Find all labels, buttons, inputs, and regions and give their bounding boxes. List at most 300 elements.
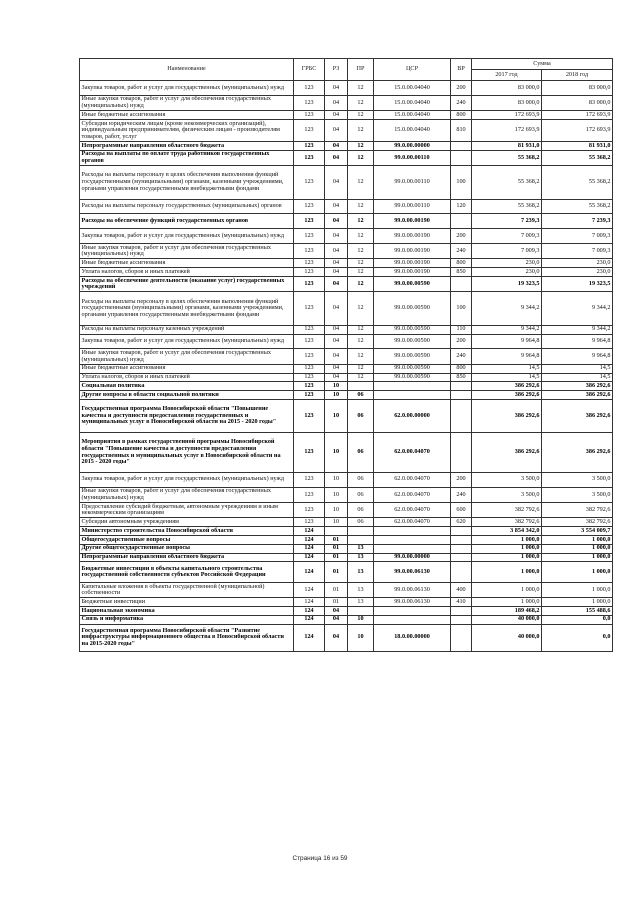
- row-name: Уплата налогов, сборов и иных платежей: [80, 373, 294, 382]
- row-sum-2017: 9 344,2: [472, 325, 542, 334]
- row-rz: 10: [325, 399, 348, 433]
- row-name: Расходы на выплаты персоналу казенных учреждений: [80, 325, 294, 334]
- row-sum-2018: 155 488,6: [542, 607, 613, 616]
- row-pr: 12: [348, 95, 374, 110]
- row-vr: [451, 535, 472, 544]
- row-pr: 06: [348, 503, 374, 518]
- row-vr: [451, 615, 472, 624]
- row-vr: [451, 391, 472, 400]
- row-name: Иные закупки товаров, работ и услуг для обеспечения государственных (муниципальных) нужд: [80, 349, 294, 364]
- row-name: Другие общегосударственные вопросы: [80, 544, 294, 553]
- row-name: Иные закупки товаров, работ и услуг для обеспечения государственных (муниципальных) нужд: [80, 95, 294, 110]
- table-row: [80, 553, 613, 562]
- row-rz: 01: [325, 562, 348, 583]
- row-rz: 04: [325, 292, 348, 326]
- row-vr: [451, 553, 472, 562]
- row-rz: 04: [325, 141, 348, 150]
- row-rz: 01: [325, 544, 348, 553]
- row-sum-2017: 14,5: [472, 364, 542, 373]
- row-sum-2017: 230,0: [472, 268, 542, 277]
- row-pr: [348, 527, 374, 536]
- row-pr: 12: [348, 166, 374, 200]
- row-sum-2018: 1 000,0: [542, 582, 613, 597]
- row-csr: [374, 544, 451, 553]
- row-sum-2017: 83 000,0: [472, 95, 542, 110]
- row-vr: [451, 544, 472, 553]
- row-vr: 600: [451, 503, 472, 518]
- row-sum-2018: 9 964,8: [542, 349, 613, 364]
- row-rz: 04: [325, 364, 348, 373]
- row-rz: 10: [325, 391, 348, 400]
- row-name: Национальная экономика: [80, 607, 294, 616]
- row-csr: 62.0.00.00000: [374, 399, 451, 433]
- table-row: [80, 276, 613, 291]
- row-csr: 99.0.00.00000: [374, 141, 451, 150]
- row-csr: 99.0.00.00190: [374, 243, 451, 258]
- budget-page: [79, 58, 612, 652]
- row-pr: 13: [348, 553, 374, 562]
- row-csr: 62.0.00.04070: [374, 503, 451, 518]
- row-csr: [374, 615, 451, 624]
- row-sum-2017: 1 000,0: [472, 535, 542, 544]
- row-pr: 10: [348, 624, 374, 651]
- row-rz: 10: [325, 487, 348, 502]
- table-row: [80, 503, 613, 518]
- row-grbs: 124: [294, 562, 325, 583]
- row-sum-2017: 7 009,3: [472, 243, 542, 258]
- row-name: Расходы на выплаты персоналу в целях обеспечения выполнения функций государственными (муниципальными) органами, казенными учреждениями, органами управления государственными внебюджетными фондами: [80, 166, 294, 200]
- row-sum-2017: 1 000,0: [472, 598, 542, 607]
- row-sum-2017: 386 292,6: [472, 391, 542, 400]
- table-row: [80, 325, 613, 334]
- row-grbs: 123: [294, 111, 325, 120]
- row-csr: 62.0.00.04070: [374, 472, 451, 487]
- row-rz: 04: [325, 615, 348, 624]
- row-name: Закупка товаров, работ и услуг для государственных (муниципальных) нужд: [80, 334, 294, 349]
- row-csr: 62.0.00.04070: [374, 487, 451, 502]
- row-grbs: 124: [294, 598, 325, 607]
- table-row: [80, 391, 613, 400]
- row-sum-2018: 83 000,0: [542, 81, 613, 96]
- row-rz: 04: [325, 95, 348, 110]
- row-grbs: 123: [294, 518, 325, 527]
- row-sum-2018: 3 554 009,7: [542, 527, 613, 536]
- row-rz: 10: [325, 433, 348, 473]
- budget-table: [79, 58, 613, 652]
- row-name: Расходы на выплаты по оплате труда работников государственных органов: [80, 150, 294, 165]
- row-csr: 99.0.00.00590: [374, 325, 451, 334]
- row-rz: 10: [325, 472, 348, 487]
- row-vr: 240: [451, 243, 472, 258]
- row-grbs: 124: [294, 607, 325, 616]
- row-pr: 06: [348, 433, 374, 473]
- row-name: Закупка товаров, работ и услуг для государственных (муниципальных) нужд: [80, 472, 294, 487]
- row-vr: [451, 624, 472, 651]
- table-row: [80, 535, 613, 544]
- row-name: Уплата налогов, сборов и иных платежей: [80, 268, 294, 277]
- row-sum-2018: 14,5: [542, 373, 613, 382]
- row-name: Закупка товаров, работ и услуг для государственных (муниципальных) нужд: [80, 229, 294, 244]
- row-name: Расходы на выплаты персоналу государственных (муниципальных) органов: [80, 199, 294, 214]
- row-grbs: 124: [294, 615, 325, 624]
- row-vr: 200: [451, 334, 472, 349]
- row-csr: 18.0.00.00000: [374, 624, 451, 651]
- table-row: [80, 598, 613, 607]
- table-row: [80, 166, 613, 200]
- row-grbs: 123: [294, 81, 325, 96]
- row-vr: 410: [451, 598, 472, 607]
- row-sum-2018: 172 693,9: [542, 111, 613, 120]
- row-sum-2017: 7 239,3: [472, 214, 542, 229]
- row-csr: 99.0.00.00190: [374, 214, 451, 229]
- row-csr: 99.0.00.00590: [374, 292, 451, 326]
- row-grbs: 123: [294, 487, 325, 502]
- row-grbs: 124: [294, 553, 325, 562]
- row-pr: 12: [348, 150, 374, 165]
- table-row: [80, 615, 613, 624]
- row-name: Субсидии автономным учреждениям: [80, 518, 294, 527]
- row-csr: 99.0.00.00000: [374, 553, 451, 562]
- row-rz: 10: [325, 503, 348, 518]
- table-row: [80, 111, 613, 120]
- row-name: Общегосударственные вопросы: [80, 535, 294, 544]
- row-grbs: 123: [294, 141, 325, 150]
- row-csr: 99.0.00.06130: [374, 598, 451, 607]
- row-sum-2017: 40 000,0: [472, 624, 542, 651]
- table-row: [80, 141, 613, 150]
- row-vr: 100: [451, 292, 472, 326]
- row-grbs: 123: [294, 503, 325, 518]
- row-name: Министерство строительства Новосибирской области: [80, 527, 294, 536]
- row-sum-2017: 7 009,3: [472, 229, 542, 244]
- row-vr: 200: [451, 81, 472, 96]
- row-grbs: 123: [294, 229, 325, 244]
- row-pr: 12: [348, 373, 374, 382]
- row-grbs: 124: [294, 624, 325, 651]
- row-pr: 06: [348, 391, 374, 400]
- row-pr: 06: [348, 399, 374, 433]
- row-csr: 15.0.00.04040: [374, 81, 451, 96]
- row-csr: 99.0.00.00110: [374, 150, 451, 165]
- header-sum: Сумма: [472, 59, 613, 70]
- row-name: Расходы на выплаты персоналу в целях обеспечения выполнения функций государственными (муниципальными) органами, казенными учреждениями, органами управления государственными внебюджетными фондами: [80, 292, 294, 326]
- table-row: [80, 95, 613, 110]
- row-grbs: 124: [294, 544, 325, 553]
- row-vr: 810: [451, 119, 472, 141]
- table-row: [80, 349, 613, 364]
- row-sum-2018: 14,5: [542, 364, 613, 373]
- row-sum-2017: 1 000,0: [472, 582, 542, 597]
- row-grbs: 123: [294, 399, 325, 433]
- row-sum-2017: 19 323,5: [472, 276, 542, 291]
- row-sum-2018: 382 792,6: [542, 518, 613, 527]
- row-grbs: 123: [294, 391, 325, 400]
- row-vr: 200: [451, 472, 472, 487]
- row-sum-2018: 3 500,0: [542, 472, 613, 487]
- row-grbs: 123: [294, 364, 325, 373]
- row-sum-2018: 0,0: [542, 615, 613, 624]
- row-rz: 01: [325, 582, 348, 597]
- header-rz: РЗ: [325, 59, 348, 81]
- row-name: Мероприятия в рамках государственной программы Новосибирской области "Повышение качества и доступности предоставления государственных и муниципальных услуг в Новосибирской области на 2015 - 2020 годы": [80, 433, 294, 473]
- row-sum-2017: 1 000,0: [472, 544, 542, 553]
- row-sum-2018: 1 000,0: [542, 535, 613, 544]
- row-pr: 13: [348, 544, 374, 553]
- row-name: Иные закупки товаров, работ и услуг для обеспечения государственных (муниципальных) нужд: [80, 243, 294, 258]
- row-rz: 04: [325, 325, 348, 334]
- row-pr: 10: [348, 615, 374, 624]
- table-row: [80, 259, 613, 268]
- row-sum-2017: 382 792,6: [472, 518, 542, 527]
- row-name: Иные закупки товаров, работ и услуг для обеспечения государственных (муниципальных) нужд: [80, 487, 294, 502]
- row-name: Иные бюджетные ассигнования: [80, 259, 294, 268]
- row-csr: 99.0.00.00590: [374, 276, 451, 291]
- table-row: [80, 527, 613, 536]
- row-sum-2018: 0,0: [542, 624, 613, 651]
- row-sum-2018: 9 344,2: [542, 325, 613, 334]
- row-pr: 12: [348, 141, 374, 150]
- row-rz: 04: [325, 81, 348, 96]
- row-grbs: 123: [294, 349, 325, 364]
- row-grbs: 123: [294, 243, 325, 258]
- row-pr: [348, 607, 374, 616]
- row-rz: 04: [325, 166, 348, 200]
- row-vr: 240: [451, 95, 472, 110]
- table-row: [80, 119, 613, 141]
- row-csr: [374, 527, 451, 536]
- row-grbs: 123: [294, 433, 325, 473]
- row-csr: 15.0.00.04040: [374, 95, 451, 110]
- row-name: Связь и информатика: [80, 615, 294, 624]
- row-sum-2017: 172 693,9: [472, 119, 542, 141]
- row-sum-2018: 1 000,0: [542, 598, 613, 607]
- row-sum-2017: 230,0: [472, 259, 542, 268]
- row-sum-2017: 386 292,6: [472, 433, 542, 473]
- row-sum-2018: 7 009,3: [542, 243, 613, 258]
- row-rz: 04: [325, 214, 348, 229]
- row-sum-2018: 386 292,6: [542, 382, 613, 391]
- row-rz: 04: [325, 268, 348, 277]
- row-csr: 99.0.00.06130: [374, 582, 451, 597]
- row-rz: 01: [325, 535, 348, 544]
- row-name: Бюджетные инвестиции в объекты капитального строительства государственной собственности субъектов Российской Федерации: [80, 562, 294, 583]
- row-grbs: 123: [294, 214, 325, 229]
- header-grbs: ГРБС: [294, 59, 325, 81]
- row-grbs: 123: [294, 95, 325, 110]
- budget-table-body: [80, 81, 613, 652]
- row-rz: 04: [325, 334, 348, 349]
- header-year-2018: 2018 год: [542, 70, 613, 81]
- row-vr: [451, 607, 472, 616]
- table-row: [80, 472, 613, 487]
- row-csr: 99.0.00.00110: [374, 166, 451, 200]
- row-grbs: 124: [294, 582, 325, 597]
- row-sum-2017: 14,5: [472, 373, 542, 382]
- table-row: [80, 334, 613, 349]
- row-name: Бюджетные инвестиции: [80, 598, 294, 607]
- row-sum-2017: 81 931,0: [472, 141, 542, 150]
- row-name: Расходы на обеспечение деятельности (оказание услуг) государственных учреждений: [80, 276, 294, 291]
- row-name: Расходы на обеспечение функций государственных органов: [80, 214, 294, 229]
- row-sum-2017: 9 964,8: [472, 334, 542, 349]
- row-name: Непрограммные направления областного бюджета: [80, 553, 294, 562]
- row-vr: [451, 150, 472, 165]
- row-name: Государственная программа Новосибирской области "Повышение качества и доступности предоставления государственных и муниципальных услуг в Новосибирской области на 2015 - 2020 годы": [80, 399, 294, 433]
- row-sum-2018: 230,0: [542, 268, 613, 277]
- row-sum-2017: 3 500,0: [472, 472, 542, 487]
- table-row: [80, 150, 613, 165]
- table-row: [80, 214, 613, 229]
- row-pr: 12: [348, 229, 374, 244]
- row-sum-2018: 55 368,2: [542, 166, 613, 200]
- row-name: Субсидии юридическим лицам (кроме некоммерческих организаций), индивидуальным предпринимателям, физическим лицам - производителям товаров, работ, услуг: [80, 119, 294, 141]
- row-name: Предоставление субсидий бюджетным, автономным учреждениям и иным некоммерческим организациям: [80, 503, 294, 518]
- row-vr: 800: [451, 111, 472, 120]
- row-vr: [451, 433, 472, 473]
- row-grbs: 123: [294, 119, 325, 141]
- table-row: [80, 487, 613, 502]
- row-sum-2017: 1 000,0: [472, 562, 542, 583]
- row-rz: 10: [325, 518, 348, 527]
- row-vr: 100: [451, 166, 472, 200]
- row-sum-2018: 3 500,0: [542, 487, 613, 502]
- row-vr: [451, 527, 472, 536]
- row-grbs: 124: [294, 527, 325, 536]
- row-sum-2017: 40 000,0: [472, 615, 542, 624]
- row-vr: 110: [451, 325, 472, 334]
- row-sum-2018: 55 368,2: [542, 199, 613, 214]
- row-sum-2017: 3 854 342,0: [472, 527, 542, 536]
- row-sum-2018: 9 344,2: [542, 292, 613, 326]
- row-vr: 400: [451, 582, 472, 597]
- row-sum-2017: 55 368,2: [472, 166, 542, 200]
- table-row: [80, 582, 613, 597]
- row-pr: 06: [348, 518, 374, 527]
- row-rz: 04: [325, 373, 348, 382]
- row-name: Непрограммные направления областного бюджета: [80, 141, 294, 150]
- row-csr: [374, 535, 451, 544]
- row-name: Государственная программа Новосибирской области "Развитие инфраструктуры информационного общества в Новосибирской области на 2015-2020 годы": [80, 624, 294, 651]
- row-csr: 99.0.00.00590: [374, 373, 451, 382]
- row-pr: 12: [348, 325, 374, 334]
- row-sum-2017: 3 500,0: [472, 487, 542, 502]
- row-rz: 04: [325, 111, 348, 120]
- header-year-2017: 2017 год: [472, 70, 542, 81]
- row-sum-2018: 386 292,6: [542, 391, 613, 400]
- header-csr: ЦСР: [374, 59, 451, 81]
- page-number: Страница 16 из 59: [292, 855, 348, 862]
- row-pr: 12: [348, 199, 374, 214]
- row-sum-2017: 172 693,9: [472, 111, 542, 120]
- row-pr: 06: [348, 487, 374, 502]
- table-row: [80, 81, 613, 96]
- row-rz: 04: [325, 607, 348, 616]
- row-sum-2017: 9 344,2: [472, 292, 542, 326]
- row-name: Иные бюджетные ассигнования: [80, 111, 294, 120]
- header-pr: ПР: [348, 59, 374, 81]
- header-vr: ВР: [451, 59, 472, 81]
- row-rz: 04: [325, 199, 348, 214]
- row-sum-2017: 189 468,2: [472, 607, 542, 616]
- row-vr: 850: [451, 268, 472, 277]
- row-name: Иные бюджетные ассигнования: [80, 364, 294, 373]
- row-sum-2017: 83 000,0: [472, 81, 542, 96]
- row-sum-2018: 386 292,6: [542, 399, 613, 433]
- row-name: Закупка товаров, работ и услуг для государственных (муниципальных) нужд: [80, 81, 294, 96]
- row-grbs: 123: [294, 373, 325, 382]
- table-row: [80, 268, 613, 277]
- table-row: [80, 562, 613, 583]
- row-vr: [451, 214, 472, 229]
- row-pr: 06: [348, 472, 374, 487]
- row-grbs: 123: [294, 150, 325, 165]
- row-rz: 04: [325, 276, 348, 291]
- row-pr: [348, 535, 374, 544]
- row-csr: 99.0.00.06130: [374, 562, 451, 583]
- row-vr: [451, 562, 472, 583]
- row-pr: 12: [348, 119, 374, 141]
- row-sum-2018: 386 292,6: [542, 433, 613, 473]
- row-rz: 01: [325, 598, 348, 607]
- table-row: [80, 199, 613, 214]
- row-pr: 12: [348, 81, 374, 96]
- row-vr: [451, 382, 472, 391]
- row-pr: 12: [348, 111, 374, 120]
- row-csr: 99.0.00.00590: [374, 334, 451, 349]
- table-row: [80, 433, 613, 473]
- row-rz: 04: [325, 349, 348, 364]
- table-row: [80, 607, 613, 616]
- row-grbs: 123: [294, 166, 325, 200]
- row-vr: 240: [451, 349, 472, 364]
- row-csr: [374, 391, 451, 400]
- row-name: Социальная политика: [80, 382, 294, 391]
- row-sum-2018: 382 792,6: [542, 503, 613, 518]
- row-pr: 12: [348, 292, 374, 326]
- row-pr: 12: [348, 334, 374, 349]
- row-grbs: 124: [294, 535, 325, 544]
- table-row: [80, 382, 613, 391]
- row-grbs: 123: [294, 334, 325, 349]
- row-csr: 62.0.00.04070: [374, 433, 451, 473]
- row-sum-2018: 1 000,0: [542, 544, 613, 553]
- row-sum-2017: 386 292,6: [472, 382, 542, 391]
- header-name: Наименование: [80, 59, 294, 81]
- row-rz: 10: [325, 382, 348, 391]
- row-csr: 99.0.00.00590: [374, 364, 451, 373]
- row-rz: 04: [325, 150, 348, 165]
- row-csr: 99.0.00.00110: [374, 199, 451, 214]
- table-row: [80, 399, 613, 433]
- table-row: [80, 364, 613, 373]
- row-name: Другие вопросы в области социальной политики: [80, 391, 294, 400]
- row-sum-2018: 55 368,2: [542, 150, 613, 165]
- row-sum-2017: 386 292,6: [472, 399, 542, 433]
- row-pr: 13: [348, 598, 374, 607]
- row-sum-2018: 19 323,5: [542, 276, 613, 291]
- row-csr: [374, 382, 451, 391]
- row-pr: 12: [348, 243, 374, 258]
- row-sum-2017: 382 792,6: [472, 503, 542, 518]
- row-rz: 04: [325, 259, 348, 268]
- row-name: Капитальные вложения в объекты государственной (муниципальной) собственности: [80, 582, 294, 597]
- table-row: [80, 544, 613, 553]
- row-rz: 04: [325, 243, 348, 258]
- row-csr: 15.0.00.04040: [374, 111, 451, 120]
- row-pr: 12: [348, 268, 374, 277]
- row-sum-2018: 172 693,9: [542, 119, 613, 141]
- table-row: [80, 292, 613, 326]
